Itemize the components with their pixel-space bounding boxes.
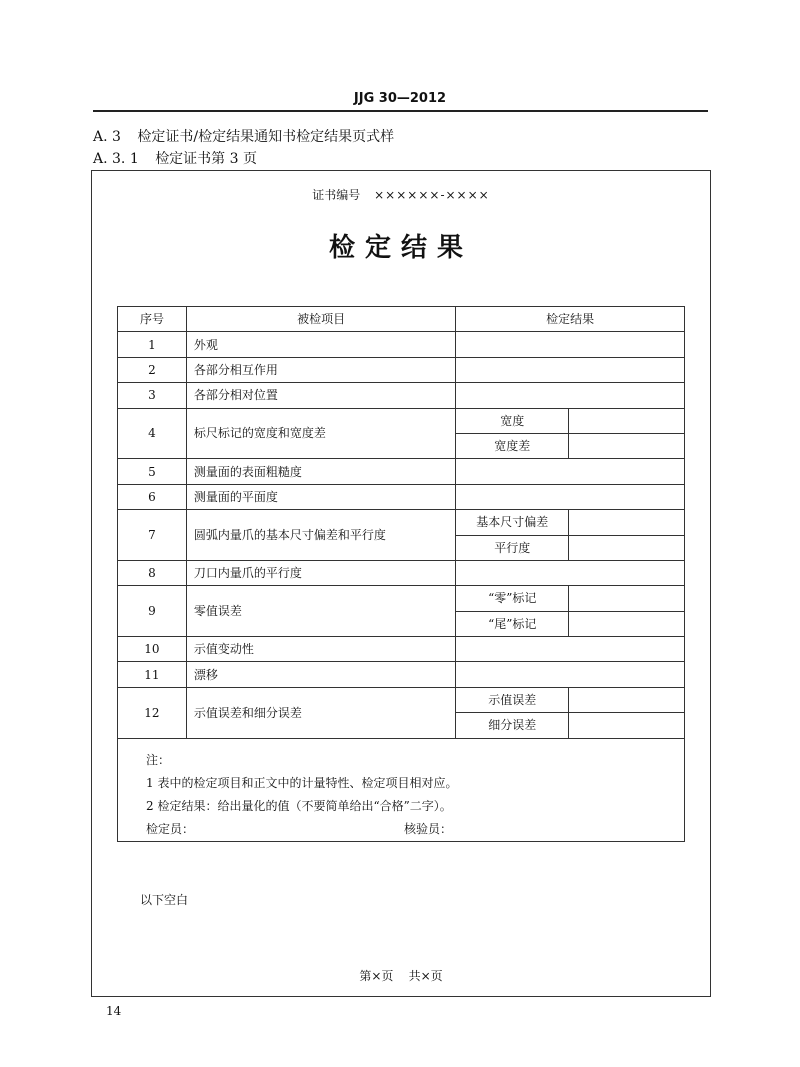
result-cell	[569, 687, 685, 712]
result-cell	[456, 662, 685, 687]
sub-item-label: “零”标记	[456, 586, 569, 611]
certificate-number	[91, 186, 711, 203]
result-cell	[456, 357, 685, 382]
notes-label: 注：	[146, 752, 171, 767]
table-row	[118, 510, 685, 535]
row-number: 3	[118, 383, 187, 408]
signature-line	[146, 818, 674, 841]
section-a31-number: A. 3. 1	[93, 151, 139, 167]
section-a3-number: A. 3	[93, 129, 121, 145]
row-number: 9	[118, 586, 187, 637]
row-item: 刀口内量爪的平行度	[186, 560, 455, 585]
table-row	[118, 586, 685, 611]
section-a3-title: 检定证书/检定结果通知书检定结果页式样	[137, 129, 395, 145]
result-cell	[569, 535, 685, 560]
row-number: 11	[118, 662, 187, 687]
sub-item-label: 宽度	[456, 408, 569, 433]
table-row	[118, 687, 685, 712]
table-row	[118, 408, 685, 433]
certificate-number-value: ××××××-××××	[374, 188, 490, 202]
table-row	[118, 459, 685, 484]
row-item: 外观	[186, 332, 455, 357]
row-number: 8	[118, 560, 187, 585]
sub-item-label: 平行度	[456, 535, 569, 560]
certificate-number-label: 证书编号	[312, 188, 361, 202]
result-cell	[569, 510, 685, 535]
row-item: 测量面的表面粗糙度	[186, 459, 455, 484]
table-row	[118, 383, 685, 408]
sub-item-label: 宽度差	[456, 433, 569, 458]
sub-item-label: 细分误差	[456, 713, 569, 738]
table-row	[118, 637, 685, 662]
section-a3-heading	[93, 126, 394, 146]
result-cell	[456, 560, 685, 585]
certificate-title: 检定结果	[328, 233, 473, 263]
row-number: 5	[118, 459, 187, 484]
result-cell	[569, 586, 685, 611]
notes-line-2: 2 检定结果：给出量化的值（不要简单给出“合格”二字）。	[146, 798, 452, 813]
result-cell	[569, 713, 685, 738]
page-count: 第×页 共×页	[359, 969, 443, 983]
table-row	[118, 560, 685, 585]
row-number: 10	[118, 637, 187, 662]
notes-row	[118, 738, 685, 841]
row-item: 示值误差和细分误差	[186, 687, 455, 738]
row-number: 1	[118, 332, 187, 357]
result-cell	[456, 332, 685, 357]
inspector-label: 检定员：	[146, 821, 195, 836]
header-rule	[93, 110, 708, 112]
verifier-label: 核验员：	[404, 821, 453, 836]
result-cell	[456, 637, 685, 662]
row-number: 6	[118, 484, 187, 509]
results-table	[117, 306, 685, 842]
table-header-row	[118, 307, 685, 332]
section-a31-heading	[93, 148, 257, 168]
row-item: 零值误差	[186, 586, 455, 637]
section-a31-title: 检定证书第 3 页	[155, 151, 257, 167]
row-item: 漂移	[186, 662, 455, 687]
header-seq: 序号	[118, 307, 187, 332]
blank-below-note: 以下空白	[140, 893, 189, 907]
notes-cell	[118, 738, 685, 841]
standard-code: JJG 30—2012	[353, 91, 447, 106]
row-number: 7	[118, 510, 187, 561]
row-number: 12	[118, 687, 187, 738]
table-row	[118, 332, 685, 357]
result-cell	[569, 611, 685, 636]
row-item: 标尺标记的宽度和宽度差	[186, 408, 455, 459]
result-cell	[456, 484, 685, 509]
table-row	[118, 662, 685, 687]
table-row	[118, 357, 685, 382]
header-item: 被检项目	[186, 307, 455, 332]
sub-item-label: 示值误差	[456, 687, 569, 712]
row-item: 各部分相对位置	[186, 383, 455, 408]
row-number: 2	[118, 357, 187, 382]
row-item: 测量面的平面度	[186, 484, 455, 509]
sub-item-label: 基本尺寸偏差	[456, 510, 569, 535]
row-item: 各部分相互作用	[186, 357, 455, 382]
row-item: 示值变动性	[186, 637, 455, 662]
page-number: 14	[106, 1004, 122, 1018]
row-number: 4	[118, 408, 187, 459]
table-row	[118, 484, 685, 509]
row-item: 圆弧内量爪的基本尺寸偏差和平行度	[186, 510, 455, 561]
result-cell	[569, 433, 685, 458]
sub-item-label: “尾”标记	[456, 611, 569, 636]
result-cell	[569, 408, 685, 433]
header-result: 检定结果	[456, 307, 685, 332]
result-cell	[456, 383, 685, 408]
notes-line-1: 1 表中的检定项目和正文中的计量特性、检定项目相对应。	[146, 775, 458, 790]
result-cell	[456, 459, 685, 484]
